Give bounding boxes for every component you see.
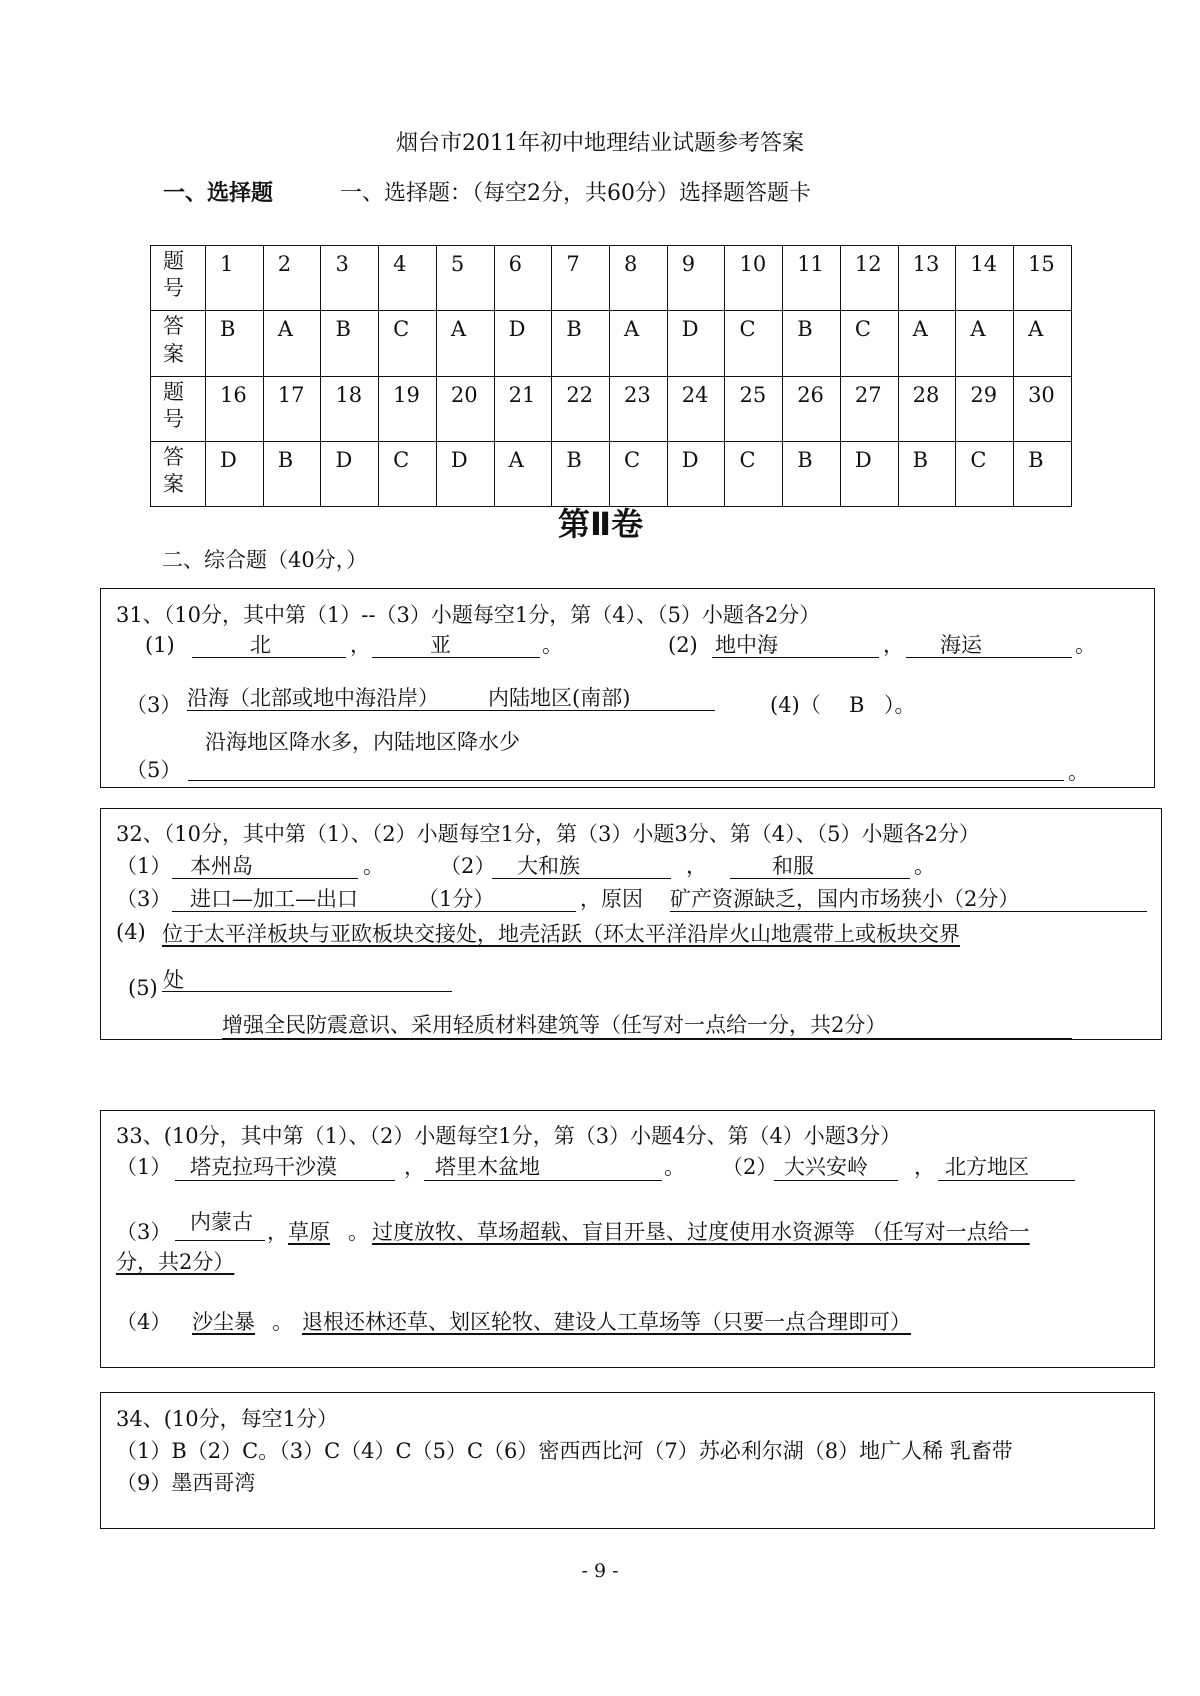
q33-comma1: ， [404, 1155, 425, 1179]
page-title: 烟台市2011年初中地理结业试题参考答案 [396, 131, 804, 156]
page-number: - 9 - [581, 1560, 619, 1582]
answer-table-cell: D [206, 441, 264, 506]
q34-line1: （1）B（2）C。（3）C（4）C（5）C（6）密西西比河（7）苏必利尔湖（8）地广人稀 乳畜带 [116, 1439, 1013, 1463]
q31-p4: (4)（ [770, 693, 821, 717]
answer-table-cell: C [379, 441, 437, 506]
answer-table-cell: 15 [1014, 246, 1072, 311]
q34-line2: （9）墨西哥湾 [116, 1471, 256, 1495]
answer-table-cell: D [436, 441, 494, 506]
q31-a4: 海运 [940, 633, 982, 657]
section1-desc: 一、选择题：（每空2分，共60分）选择题答题卡 [340, 181, 811, 206]
answer-table-cell: B [1014, 441, 1072, 506]
q32-p4: (4) [116, 920, 146, 944]
answer-table-row-header: 题号 [151, 246, 206, 311]
q32-a1: 本州岛 [190, 854, 253, 878]
q33-comma2: ， [914, 1155, 935, 1179]
q33-a9: 退根还林还草、划区轮牧、建设人工草场等（只要一点合理即可） [302, 1310, 911, 1334]
q32-a4b: （1分） [418, 887, 495, 911]
q33-a7: 过度放牧、草场超载、盲目开垦、过度使用水资源等 （任写对一点给一 [372, 1220, 1030, 1244]
answer-table-cell: 30 [1014, 376, 1072, 441]
answer-table-cell: 29 [956, 376, 1014, 441]
answer-table-cell: B [552, 311, 610, 376]
answer-table-cell: 3 [321, 246, 379, 311]
answer-table-cell: D [667, 441, 725, 506]
q31-a8: 沿海地区降水多，内陆地区降水少 [205, 730, 520, 754]
answer-table-cell: B [206, 311, 264, 376]
answer-table-row-header: 答案 [151, 311, 206, 376]
section2-title: 二、综合题（40分，） [162, 548, 368, 572]
q31-end4: ）。 [884, 693, 916, 717]
answer-table-cell: 5 [436, 246, 494, 311]
answer-table-cell: D [840, 441, 898, 506]
answer-table-cell: B [783, 441, 841, 506]
q33-end4: 。 [272, 1310, 293, 1334]
answer-table-cell: A [1014, 311, 1072, 376]
answer-table-cell: C [379, 311, 437, 376]
answer-table-cell: A [263, 311, 321, 376]
answer-table-cell: B [321, 311, 379, 376]
answer-table-cell: 22 [552, 376, 610, 441]
answer-table-cell: 16 [206, 376, 264, 441]
answer-table-cell: C [840, 311, 898, 376]
answer-table-cell: A [898, 311, 956, 376]
q33-a5: 内蒙古 [190, 1210, 253, 1234]
answer-table-cell: A [494, 441, 552, 506]
answer-table-cell: 11 [783, 246, 841, 311]
answer-table-cell: A [610, 311, 668, 376]
q32-a7: 增强全民防震意识、采用轻质材料建筑等（任写对一点给一分，共2分） [222, 1013, 887, 1037]
answer-table-row-header: 答案 [151, 441, 206, 506]
q31-p5: （5） [126, 758, 182, 782]
answer-table-cell: 10 [725, 246, 783, 311]
q32-a5: 矿产资源缺乏，国内市场狭小（2分） [670, 887, 1020, 911]
answer-table [150, 245, 1072, 507]
answer-table-cell: 26 [783, 376, 841, 441]
answer-table-cell: 9 [667, 246, 725, 311]
answer-table-cell: 20 [436, 376, 494, 441]
q31-p2: (2) [668, 633, 698, 657]
answer-table-cell: 8 [610, 246, 668, 311]
q33-a6: 草原 [288, 1220, 330, 1244]
q32-a6: 位于太平洋板块与亚欧板块交接处，地壳活跃（环太平洋沿岸火山地震带上或板块交界 [162, 922, 960, 946]
q31-comma1: ， [350, 633, 371, 657]
answer-table-cell: 6 [494, 246, 552, 311]
answer-table-cell: 7 [552, 246, 610, 311]
q33-a1: 塔克拉玛干沙漠 [190, 1155, 337, 1179]
answer-table-cell: 1 [206, 246, 264, 311]
answer-table-cell: 27 [840, 376, 898, 441]
q31-a3: 地中海 [715, 633, 778, 657]
answer-table-cell: C [725, 441, 783, 506]
answer-table-cell: 12 [840, 246, 898, 311]
q32-comma2: ， [686, 854, 707, 878]
answer-table-cell: 13 [898, 246, 956, 311]
q31-end1: 。 [542, 633, 563, 657]
answer-table-row [151, 376, 1072, 441]
q32-a3: 和服 [772, 854, 814, 878]
q33-a7b: 分，共2分） [116, 1250, 235, 1274]
answer-table-cell: D [667, 311, 725, 376]
q32-p5: (5) [128, 976, 158, 1000]
answer-table-cell: B [783, 311, 841, 376]
q31-p1: (1) [145, 633, 175, 657]
q31-comma2: ， [883, 633, 904, 657]
q32-a2: 大和族 [517, 854, 580, 878]
answer-table-cell: 2 [263, 246, 321, 311]
q33-p1: （1） [116, 1155, 172, 1179]
answer-table-cell: 17 [263, 376, 321, 441]
answer-table-cell: C [610, 441, 668, 506]
volume2-title: 第Ⅱ卷 [558, 505, 644, 543]
q32-p3: （3） [116, 887, 172, 911]
q33-a3: 大兴安岭 [784, 1155, 868, 1179]
answer-table-cell: B [552, 441, 610, 506]
answer-table-row [151, 441, 1072, 506]
q31-a2: 亚 [430, 633, 451, 657]
q31-a7: B [849, 693, 865, 717]
answer-table-cell: C [956, 441, 1014, 506]
q31-end5: 。 [1068, 760, 1089, 784]
q32-a6b: 处 [163, 968, 184, 992]
answer-table-cell: 18 [321, 376, 379, 441]
q32-header: 32、（10分，其中第（1）、（2）小题每空1分，第（3）小题3分、第（4）、（5）小题各2分） [116, 822, 980, 846]
answer-table-cell: 28 [898, 376, 956, 441]
answer-table-cell: 25 [725, 376, 783, 441]
answer-table-row [151, 311, 1072, 376]
q34-header: 34、(10分，每空1分） [116, 1407, 338, 1431]
answer-table-cell: A [956, 311, 1014, 376]
q33-end3: 。 [348, 1220, 369, 1244]
answer-table-row-header: 题号 [151, 376, 206, 441]
answer-table-cell: 4 [379, 246, 437, 311]
section1-label: 一、选择题 [163, 181, 274, 206]
answer-table-cell: D [321, 441, 379, 506]
q31-p3: （3） [126, 693, 182, 717]
answer-table-cell: 14 [956, 246, 1014, 311]
q33-header: 33、(10分，其中第（1）、（2）小题每空1分，第（3）小题4分、第（4）小题3分） [116, 1124, 902, 1148]
answer-table-cell: 23 [610, 376, 668, 441]
q31-a5: 沿海（北部或地中海沿岸） [187, 686, 439, 710]
answer-table-cell: A [436, 311, 494, 376]
q32-p2: （2） [440, 854, 496, 878]
answer-table-cell: B [263, 441, 321, 506]
q33-a4: 北方地区 [945, 1155, 1029, 1179]
q31-end2: 。 [1075, 633, 1096, 657]
q33-comma3: ， [267, 1220, 288, 1244]
q31-a1: 北 [250, 633, 271, 657]
answer-table-cell: 21 [494, 376, 552, 441]
q33-p4: （4） [116, 1310, 172, 1334]
answer-table-cell: C [725, 311, 783, 376]
q33-p3: （3） [116, 1220, 172, 1244]
q33-end1: 。 [664, 1155, 685, 1179]
q32-p1: （1） [116, 854, 172, 878]
answer-table-row [151, 246, 1072, 311]
q32-mid3: ，原因 [580, 887, 643, 911]
q33-p2: （2） [722, 1155, 778, 1179]
q31-a6: 内陆地区(南部) [488, 686, 631, 710]
answer-table-cell: B [898, 441, 956, 506]
q32-end1: 。 [363, 854, 384, 878]
q33-a2: 塔里木盆地 [435, 1155, 540, 1179]
answer-table-cell: 24 [667, 376, 725, 441]
q32-end2: 。 [914, 854, 935, 878]
q33-a8: 沙尘暴 [192, 1310, 255, 1334]
answer-table-cell: 19 [379, 376, 437, 441]
q31-header: 31、（10分，其中第（1）--（3）小题每空1分，第（4）、（5）小题各2分） [116, 603, 821, 627]
answer-table-cell: D [494, 311, 552, 376]
q32-a4: 进口—加工—出口 [190, 887, 358, 911]
